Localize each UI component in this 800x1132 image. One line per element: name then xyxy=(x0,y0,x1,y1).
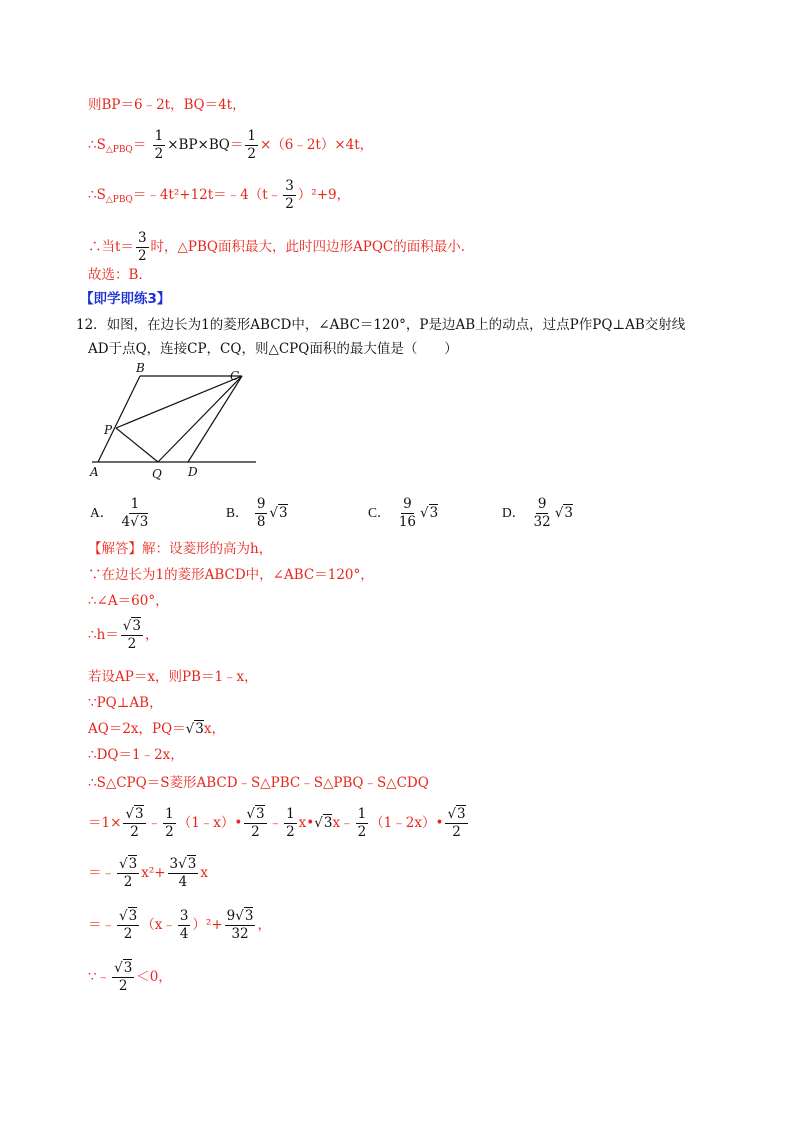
solution-line-bp-bq: 则BP＝6﹣2t，BQ＝4t， xyxy=(88,97,246,113)
solution-intro: 【解答】解：设菱形的高为h， xyxy=(88,541,273,557)
section-header: 【即学即练3】 xyxy=(80,291,171,307)
option-b[interactable]: B． $\frac{9}{8}$ √3 xyxy=(226,496,288,530)
solution-expansion: ＝1× $\frac{√3}{2}$ ﹣ $\frac{1}{2}$ （1﹣x）• $\frac{√3}{2}$ ﹣ $\frac{1}{2}$ x•√3x﹣ $\frac{1}{2}$ （1﹣2x）• $\frac{√3}{2}$ xyxy=(88,806,466,840)
option-c[interactable]: C． $\frac{9}{16}$ √3 xyxy=(368,496,439,530)
question-text-line2: AD于点Q，连接CP，CQ，则△CPQ面积的最大值是（ ） xyxy=(88,341,458,357)
rhombus-figure xyxy=(84,362,264,482)
option-a[interactable]: A． $\frac{1}{4√3}$ xyxy=(90,496,149,530)
solution-perpendicular: ∵PQ⊥AB， xyxy=(88,695,163,711)
solution-height: ∴h＝ $\frac{√3}{2}$ ， xyxy=(88,618,159,652)
segment-qc xyxy=(158,376,242,462)
solution-set-ap: 若设AP＝x，则PB＝1﹣x， xyxy=(88,669,258,685)
question-text-line1: 12．如图，在边长为1的菱形ABCD中，∠ABC＝120°，P是边AB上的动点，过点P作PQ⊥AB交射线 xyxy=(76,317,686,333)
solution-dq: ∴DQ＝1﹣2x， xyxy=(88,747,184,763)
quadratic-body: ＝﹣4t²+12t＝﹣4（t﹣ xyxy=(132,187,282,203)
solution-angle: ∴∠A＝60°， xyxy=(88,593,169,609)
equals: ＝ xyxy=(132,137,147,153)
label-c: C xyxy=(230,369,240,383)
label-d: D xyxy=(188,465,198,479)
segment-pc xyxy=(116,376,242,428)
fraction-three-halves-2: $\frac{3}{2}$ xyxy=(137,230,147,264)
option-d[interactable]: D． $\frac{9}{32}$ √3 xyxy=(502,496,573,530)
label-b: B xyxy=(136,362,145,375)
answer-choice-line: 故选：B． xyxy=(88,267,152,283)
solution-line-quadratic: $\therefore S_{\triangle PBQ}=﹣4t^2+12t=﹣4(t﹣$ $\frac{3}{2}$ ）²+9， xyxy=(88,178,351,212)
solution-given: ∵在边长为1的菱形ABCD中，∠ABC＝120°， xyxy=(88,567,374,583)
solution-aq-pq: AQ＝2x，PQ＝√3x， xyxy=(88,721,225,737)
solution-line-area-formula: $\therefore S_{\triangle PBQ}=$ $\frac{1}{2}$ ×BP×BQ＝ $\frac{1}{2}$ ×（6﹣2t）×4t， xyxy=(88,128,374,162)
edge-ba xyxy=(98,376,140,462)
label-p: P xyxy=(104,423,113,437)
label-a: A xyxy=(90,465,99,479)
question-number: 12． xyxy=(76,317,107,333)
fraction-sqrt3-over-2: $\frac{√3}{2}$ xyxy=(122,618,141,652)
formula-mid: ×BP×BQ xyxy=(167,137,230,153)
solution-line-conclusion: ∴当t＝ $\frac{3}{2}$ 时，△PBQ面积最大，此时四边形APQC的面积最小． xyxy=(88,230,475,264)
solution-coefficient-negative: ∵﹣ $\frac{√3}{2}$ ＜0， xyxy=(88,960,172,994)
segment-pq xyxy=(116,428,158,462)
solution-simplified: ＝﹣ $\frac{√3}{2}$ x²+ $\frac{3√3}{4}$ x xyxy=(88,856,208,890)
area-subscript: △PBQ xyxy=(105,145,133,155)
area-symbol: ∴S xyxy=(88,137,106,153)
label-q: Q xyxy=(152,467,162,481)
edge-cd xyxy=(188,376,242,462)
fraction-three-halves: $\frac{3}{2}$ xyxy=(285,178,294,212)
solution-vertex-form: ＝﹣ $\frac{√3}{2}$ （x﹣ $\frac{3}{4}$ ）²+ $\frac{9√3}{32}$ ， xyxy=(88,908,271,942)
fraction-half-2: $\frac{1}{2}$ xyxy=(247,128,256,162)
solution-area-decomposition: ∴S△CPQ＝S菱形ABCD﹣S△PBC﹣S△PBQ﹣S△CDQ xyxy=(88,775,429,791)
quadratic-tail: ）²+9， xyxy=(297,187,351,203)
fraction-half: $\frac{1}{2}$ xyxy=(154,128,164,162)
formula-tail: ×（6﹣2t）×4t， xyxy=(259,137,374,153)
